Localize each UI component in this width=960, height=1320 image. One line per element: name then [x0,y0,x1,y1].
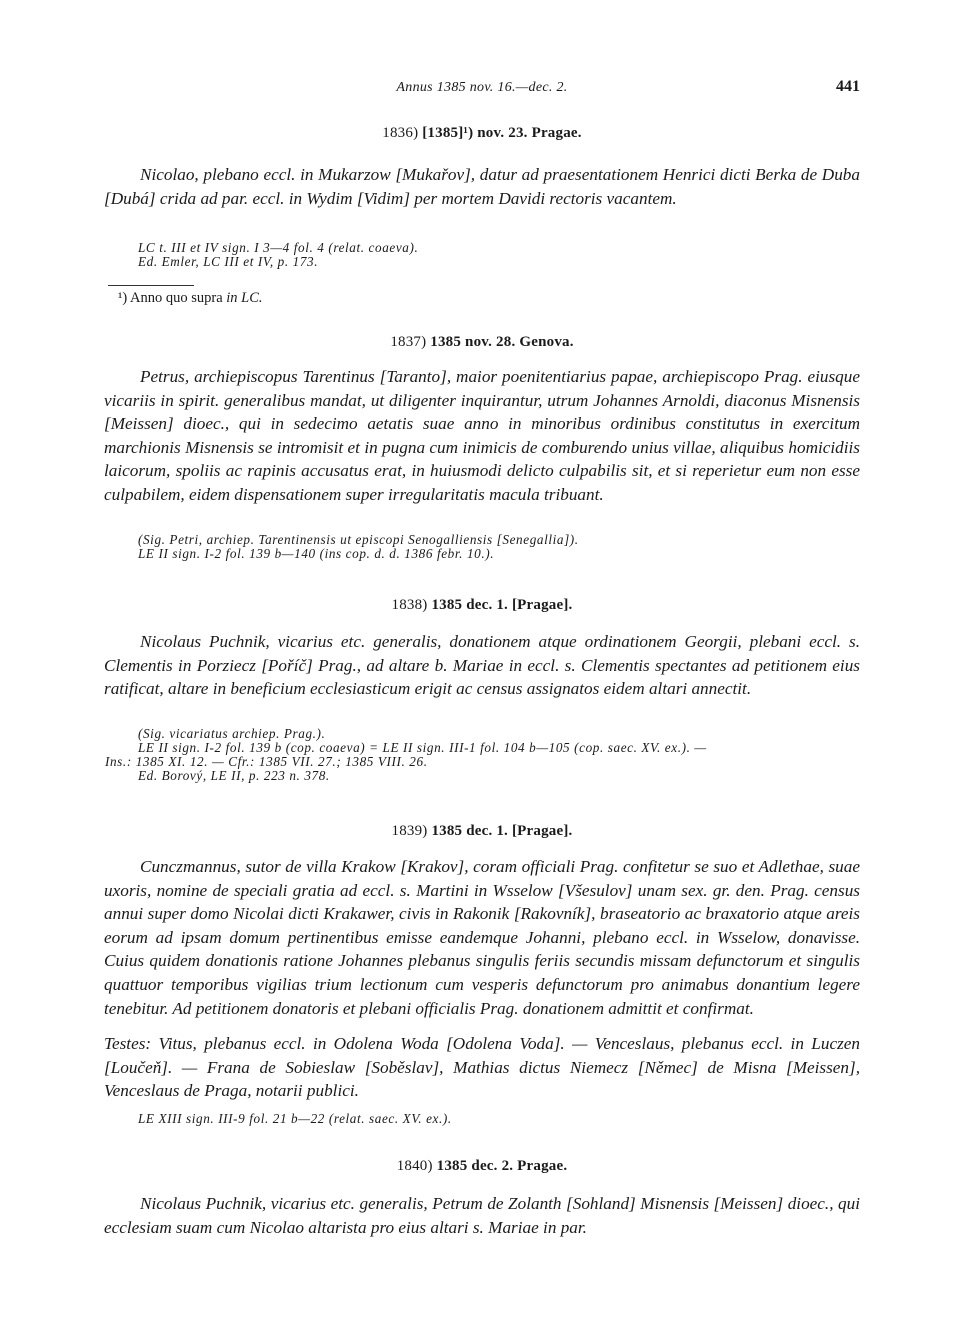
entry-regest: Nicolao, plebano eccl. in Mukarzow [Mukařov], datur ad praesentationem Henrici dicti Berka de Duba [Dubá] crida ad par. eccl. in Wydim [Vidim] per mortem Davidi rectoris vacantem. [104,165,860,208]
entry-date-place: 1385 dec. 1. [Pragae]. [431,597,573,613]
entry-heading [104,823,860,840]
entry-heading [104,334,860,351]
entry-date-place: 1385 dec. 2. Pragae. [436,1158,568,1174]
source-line: (Sig. Petri, archiep. Tarentinensis ut episcopi Senogalliensis [Senegallia]). [138,532,579,547]
page-header [104,80,860,102]
source-line: Ed. Borový, LE II, p. 223 n. 378. [138,768,330,783]
entry-testes: Testes: Vitus, plebanus eccl. in Odolena Woda [Odolena Voda]. — Venceslaus, plebanus eccl. in Luczen [Loučeň]. — Frana de Sobieslaw [Soběslav], Mathias dictus Niemecz [Němec] de Misna [Meissen], Venceslaus de Praga, notarii publici. [104,1034,860,1101]
entry-date-place: 1385 dec. 1. [Pragae]. [431,823,573,839]
entry-regest: Cunczmannus, sutor de villa Krakow [Krakov], coram officiali Prag. confitetur se suo et Adlethae, suae uxoris, nomine de speciali gratia ad eccl. s. Martini in Wsselow [Všesulov] unam sex. gr. den. Prag. census annui super domo Nicolai dicti Krakawer, civis in Rakonik [Rakovník], braseatorio ac braxatorio atque areis eorum ad ipsam domum pertinentibus emisse eandemque Johanni, plebano eccl. in Wsselow, donavisse. Cuius quidem donationis ratione Johannes plebanus singulis feriis secundis missam defunctorum et singulis quattuor temporibus vigilias trium lectionum cum vesperis defunctorum pro animabus donantium legere tenebitur. Ad petitionem donatoris et plebani officialis Prag. donationem admittit et confirmat. [104,857,860,1018]
entry-number: 1838) [391,597,428,613]
source-line: LE II sign. I-2 fol. 139 b—140 (ins cop. d. d. 1386 febr. 10.). [138,546,495,561]
entry-heading [104,125,860,142]
footnote-rule [108,285,194,286]
footnote-text: Anno quo supra [130,290,223,306]
entry-number: 1839) [391,823,428,839]
entry-date-place: 1385 nov. 28. Genova. [430,334,574,350]
footnote-marker: ¹) [118,290,128,306]
page-number: 441 [836,78,860,95]
entry-source [138,1112,858,1126]
source-line: Ins.: 1385 XI. 12. — Cfr.: 1385 VII. 27.; 1385 VIII. 26. [105,754,428,769]
entry-number: 1836) [382,125,419,141]
entry-date-place: [1385]¹) nov. 23. Pragae. [422,125,582,141]
running-head: Annus 1385 nov. 16.—dec. 2. [396,80,568,95]
entry-heading [104,1158,860,1175]
entry-regest: Petrus, archiepiscopus Tarentinus [Taranto], maior poenitentiarius papae, archiepiscopo Prag. eiusque vicariis in spirit. generalibus mandat, ut diligenter inquirantur, utrum Johannes Arnoldi, diaconus Misnensis [Meissen] dioec., qui in sedecimo aetatis suae anno in minoribus ordinibus constitutus in exercitum marchionis Misnensis se intromisit et in pugna cum inimicis de comburendo unius villae, aliquibus homicidiis laicorum, spoliis ac rapinis accusatus erat, in huiusmodi delicto culpabilis sit, et si reperietur eum non esse culpabilem, eidem dispensationem super irregularitatis macula tribuant. [104,367,860,504]
entry-source [105,726,858,783]
source-line: LE XIII sign. III-9 fol. 21 b—22 (relat. saec. XV. ex.). [138,1111,452,1126]
source-line: (Sig. vicariatus archiep. Prag.). [138,726,326,741]
entry-source [138,241,858,269]
entry-source [138,533,858,561]
footnote [118,290,263,307]
source-line: LE II sign. I-2 fol. 139 b (cop. coaeva) = LE II sign. III-1 fol. 104 b—105 (cop. saec. XV. ex.). — [138,740,707,755]
entry-regest: Nicolaus Puchnik, vicarius etc. generalis, donationem atque ordinationem Georgii, plebani eccl. s. Clementis in Porziecz [Poříč] Prag., ad altare b. Mariae in eccl. s. Clementis spectantes ad petitionem eius ratificat, altare in beneficium ecclesiasticum erigit ac census assignatos eidem altari annectit. [104,632,860,699]
entry-number: 1837) [390,334,427,350]
entry-heading [104,597,860,614]
source-line: LC t. III et IV sign. I 3—4 fol. 4 (relat. coaeva). [138,240,419,255]
entry-regest: Nicolaus Puchnik, vicarius etc. generalis, Petrum de Zolanth [Sohland] Misnensis [Meissen] dioec., qui ecclesiam suam cum Nicolao altarista pro eius altari s. Mariae in par. [104,1194,860,1237]
footnote-ref: in LC. [226,290,263,306]
source-line: Ed. Emler, LC III et IV, p. 173. [138,254,319,269]
entry-number: 1840) [396,1158,433,1174]
